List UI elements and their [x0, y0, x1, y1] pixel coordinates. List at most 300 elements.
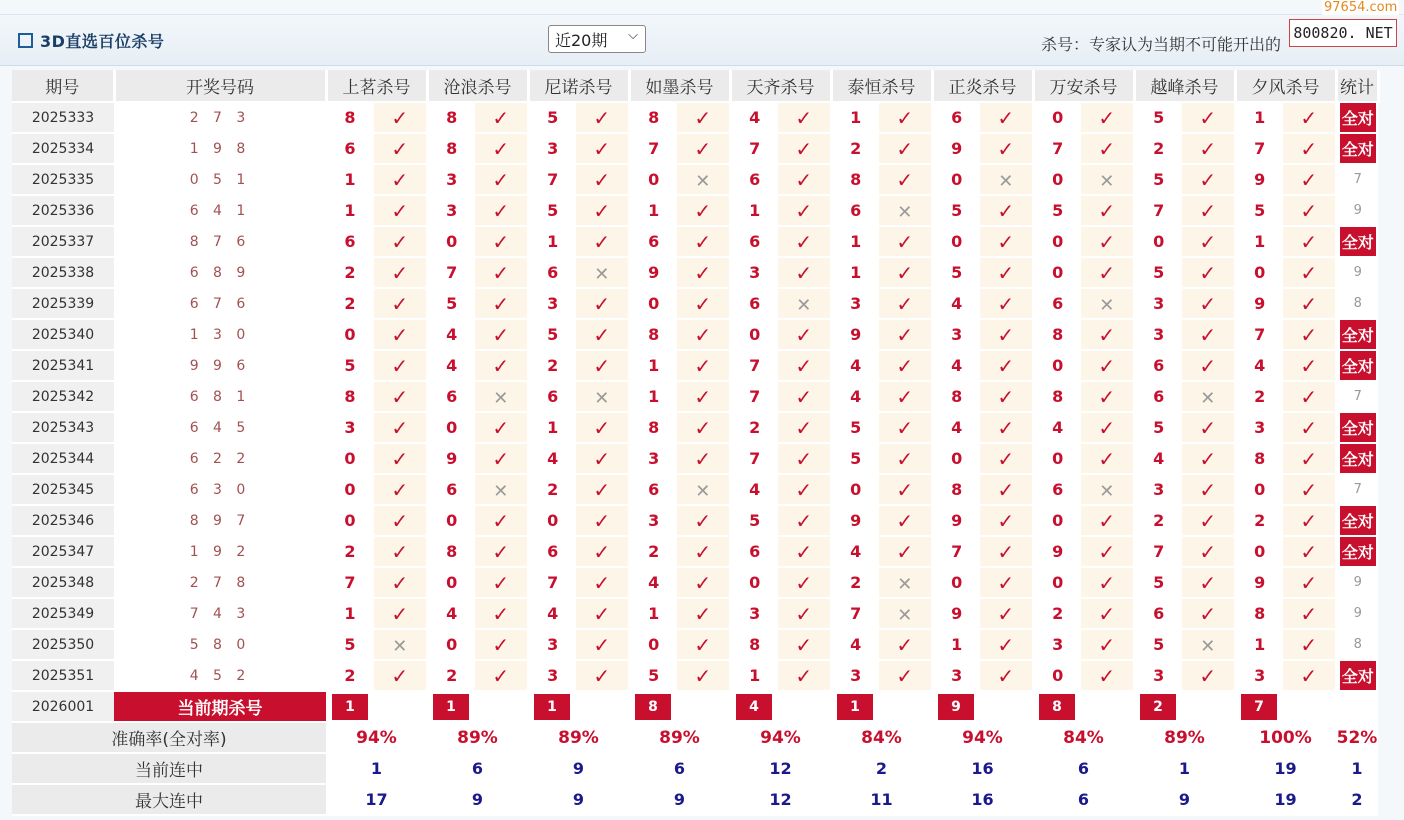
- kill-number-cell: 0: [1033, 164, 1081, 195]
- chevron-down-icon: ⌵: [628, 28, 638, 43]
- table-row: [12, 133, 1378, 164]
- check-icon: ✓: [593, 322, 611, 347]
- kill-number-cell: 1: [326, 195, 374, 226]
- result-mark-cell: [475, 133, 528, 164]
- kill-number-cell: 5: [528, 195, 576, 226]
- kill-number-cell: 9: [629, 257, 677, 288]
- kill-number-cell: 6: [629, 226, 677, 257]
- result-mark-cell: [980, 443, 1033, 474]
- summary-value: 9: [427, 784, 528, 815]
- draw-number-cell: 6 7 6: [114, 288, 326, 319]
- kill-number-cell: 1: [932, 629, 980, 660]
- stat-cell: [1336, 319, 1378, 350]
- summary-value: 84%: [831, 722, 932, 753]
- kill-number-cell: 5: [1134, 629, 1182, 660]
- check-icon: ✓: [1199, 105, 1217, 130]
- kill-number-cell: 2: [1134, 505, 1182, 536]
- check-icon: ✓: [492, 539, 510, 564]
- check-icon: ✓: [1098, 198, 1116, 223]
- kill-number-cell: 7: [730, 443, 778, 474]
- check-icon: ✓: [795, 415, 813, 440]
- kill-number-cell: 5: [427, 288, 475, 319]
- kill-number-cell: 1: [730, 195, 778, 226]
- result-mark-cell: [677, 567, 730, 598]
- summary-value: 6: [629, 753, 730, 784]
- result-mark-cell: [1182, 474, 1235, 505]
- current-kill-number: 8: [1039, 694, 1075, 720]
- kill-number-cell: 0: [1033, 350, 1081, 381]
- kill-number-cell: 3: [528, 629, 576, 660]
- result-mark-cell: [1081, 660, 1134, 691]
- result-mark-cell: [980, 474, 1033, 505]
- check-icon: ✓: [391, 477, 409, 502]
- result-mark-cell: [576, 443, 629, 474]
- result-mark-cell: [1182, 536, 1235, 567]
- result-mark-cell: [879, 288, 932, 319]
- result-mark-cell: [677, 257, 730, 288]
- result-mark-cell: [980, 133, 1033, 164]
- summary-value: 89%: [427, 722, 528, 753]
- result-mark-cell: [879, 598, 932, 629]
- result-mark-cell: [576, 629, 629, 660]
- check-icon: ✓: [795, 477, 813, 502]
- check-icon: ✓: [795, 167, 813, 192]
- cross-icon: ✕: [897, 573, 913, 595]
- stat-cell: [1336, 412, 1378, 443]
- issue-cell: 2025337: [12, 226, 114, 257]
- result-mark-cell: [879, 474, 932, 505]
- check-icon: ✓: [896, 353, 914, 378]
- check-icon: ✓: [1300, 508, 1318, 533]
- kill-number-cell: 2: [427, 660, 475, 691]
- check-icon: ✓: [391, 415, 409, 440]
- result-mark-cell: [879, 102, 932, 133]
- cross-icon: ✕: [1099, 480, 1115, 502]
- result-mark-cell: [1081, 319, 1134, 350]
- result-mark-cell: [374, 195, 427, 226]
- check-icon: ✓: [1199, 446, 1217, 471]
- accuracy-row: [12, 722, 1378, 753]
- result-mark-cell: [1283, 319, 1336, 350]
- check-icon: ✓: [391, 105, 409, 130]
- kill-table: [12, 70, 1380, 816]
- issue-cell: 2025347: [12, 536, 114, 567]
- stat-count: 9: [1353, 203, 1362, 218]
- result-mark-cell: [677, 350, 730, 381]
- table-row: [12, 505, 1378, 536]
- all-correct-badge: 全对: [1340, 351, 1376, 380]
- check-icon: ✓: [997, 229, 1015, 254]
- kill-number-cell: 7: [528, 164, 576, 195]
- result-mark-cell: [778, 350, 831, 381]
- kill-number-cell: 0: [1033, 567, 1081, 598]
- check-icon: ✓: [795, 384, 813, 409]
- check-icon: ✓: [391, 446, 409, 471]
- result-mark-cell: [1182, 443, 1235, 474]
- table-row: [12, 195, 1378, 226]
- issue-cell: 2025344: [12, 443, 114, 474]
- kill-number-cell: 0: [1134, 226, 1182, 257]
- kill-number-cell: 0: [629, 288, 677, 319]
- current-kill-number: 1: [433, 694, 469, 720]
- summary-value: 6: [1033, 753, 1134, 784]
- result-mark-cell: [778, 660, 831, 691]
- check-icon: ✓: [694, 291, 712, 316]
- result-mark-cell: [1182, 350, 1235, 381]
- check-icon: ✓: [997, 322, 1015, 347]
- stat-cell: [1336, 195, 1378, 226]
- cross-icon: ✕: [897, 604, 913, 626]
- draw-number-cell: 9 9 6: [114, 350, 326, 381]
- draw-number-cell: 2 7 3: [114, 102, 326, 133]
- table-row: [12, 443, 1378, 474]
- kill-number-cell: 7: [1235, 319, 1283, 350]
- result-mark-cell: [374, 567, 427, 598]
- check-icon: ✓: [694, 198, 712, 223]
- result-mark-cell: [778, 567, 831, 598]
- check-icon: ✓: [1300, 477, 1318, 502]
- check-icon: ✓: [694, 539, 712, 564]
- watermark-box: 800820. NET: [1289, 19, 1397, 47]
- stat-cell: [1336, 567, 1378, 598]
- check-icon: ✓: [391, 508, 409, 533]
- check-icon: ✓: [694, 353, 712, 378]
- current-kill-cell: [326, 691, 374, 722]
- check-icon: ✓: [896, 508, 914, 533]
- result-mark-cell: [980, 164, 1033, 195]
- issue-cell: 2026001: [12, 691, 114, 722]
- result-mark-cell: [576, 195, 629, 226]
- table-row: [12, 567, 1378, 598]
- check-icon: ✓: [997, 539, 1015, 564]
- kill-number-cell: 7: [730, 133, 778, 164]
- stat-count: 9: [1353, 575, 1362, 590]
- check-icon: ✓: [1098, 539, 1116, 564]
- result-mark-cell: [1081, 567, 1134, 598]
- check-icon: ✓: [694, 508, 712, 533]
- kill-number-cell: 4: [528, 598, 576, 629]
- result-mark-cell: [1081, 412, 1134, 443]
- result-mark-cell: [1081, 195, 1134, 226]
- result-mark-cell: [1283, 660, 1336, 691]
- result-mark-cell: [778, 412, 831, 443]
- kill-number-cell: 3: [730, 598, 778, 629]
- result-mark-cell: [374, 133, 427, 164]
- check-icon: ✓: [795, 260, 813, 285]
- kill-number-cell: 4: [1134, 443, 1182, 474]
- stat-count: 8: [1353, 637, 1362, 652]
- result-mark-cell: [778, 536, 831, 567]
- result-mark-cell: [980, 195, 1033, 226]
- table-row: [12, 319, 1378, 350]
- kill-number-cell: 1: [831, 226, 879, 257]
- stat-cell: [1336, 629, 1378, 660]
- kill-number-cell: 1: [528, 226, 576, 257]
- check-icon: ✓: [896, 663, 914, 688]
- kill-number-cell: 7: [1033, 133, 1081, 164]
- result-mark-cell: [677, 133, 730, 164]
- result-mark-cell: [1182, 660, 1235, 691]
- check-icon: ✓: [896, 229, 914, 254]
- check-icon: ✓: [1098, 322, 1116, 347]
- cross-icon: ✕: [695, 170, 711, 192]
- current-kill-number: 1: [837, 694, 873, 720]
- draw-number-cell: 6 4 5: [114, 412, 326, 443]
- result-mark-cell: [778, 598, 831, 629]
- check-icon: ✓: [694, 322, 712, 347]
- result-mark-cell: [879, 133, 932, 164]
- summary-value: 12: [730, 753, 831, 784]
- check-icon: ✓: [492, 136, 510, 161]
- kill-number-cell: 8: [326, 102, 374, 133]
- all-correct-badge: 全对: [1340, 537, 1376, 566]
- kill-number-cell: 5: [326, 350, 374, 381]
- issue-cell: 2025349: [12, 598, 114, 629]
- result-mark-cell: [677, 629, 730, 660]
- check-icon: ✓: [1300, 384, 1318, 409]
- cross-icon: ✕: [1200, 635, 1216, 657]
- result-mark-cell: [1081, 133, 1134, 164]
- kill-number-cell: 0: [932, 567, 980, 598]
- kill-number-cell: 9: [932, 598, 980, 629]
- kill-number-cell: 0: [427, 505, 475, 536]
- issue-cell: 2025346: [12, 505, 114, 536]
- check-icon: ✓: [492, 198, 510, 223]
- result-mark-cell: [980, 319, 1033, 350]
- kill-number-cell: 8: [1235, 598, 1283, 629]
- table-row: [12, 288, 1378, 319]
- result-mark-cell: [879, 257, 932, 288]
- check-icon: ✓: [795, 136, 813, 161]
- result-mark-cell: [677, 598, 730, 629]
- cross-icon: ✕: [998, 170, 1014, 192]
- kill-number-cell: 0: [326, 505, 374, 536]
- kill-number-cell: 8: [326, 381, 374, 412]
- check-icon: ✓: [1300, 353, 1318, 378]
- result-mark-cell: [778, 629, 831, 660]
- current-kill-blank: [374, 691, 427, 722]
- summary-value: 9: [528, 753, 629, 784]
- current-kill-number: 1: [332, 694, 368, 720]
- kill-number-cell: 4: [831, 629, 879, 660]
- cross-icon: ✕: [796, 294, 812, 316]
- result-mark-cell: [677, 443, 730, 474]
- kill-number-cell: 2: [326, 660, 374, 691]
- summary-value: 94%: [932, 722, 1033, 753]
- summary-value: 1: [326, 753, 427, 784]
- kill-number-cell: 0: [326, 319, 374, 350]
- stat-cell: [1336, 257, 1378, 288]
- result-mark-cell: [576, 505, 629, 536]
- check-icon: ✓: [1199, 260, 1217, 285]
- kill-number-cell: 8: [831, 164, 879, 195]
- result-mark-cell: [879, 164, 932, 195]
- kill-number-cell: 4: [932, 412, 980, 443]
- check-icon: ✓: [593, 167, 611, 192]
- result-mark-cell: [778, 319, 831, 350]
- result-mark-cell: [677, 660, 730, 691]
- current-kill-row: [12, 691, 1378, 722]
- kill-note: 杀号：专家认为当期不可能开出的: [1041, 35, 1282, 54]
- result-mark-cell: [1182, 226, 1235, 257]
- kill-number-cell: 6: [326, 133, 374, 164]
- kill-number-cell: 4: [831, 381, 879, 412]
- check-icon: ✓: [1098, 446, 1116, 471]
- check-icon: ✓: [1300, 601, 1318, 626]
- check-icon: ✓: [997, 601, 1015, 626]
- check-icon: ✓: [694, 260, 712, 285]
- check-icon: ✓: [391, 353, 409, 378]
- result-mark-cell: [374, 381, 427, 412]
- check-icon: ✓: [896, 322, 914, 347]
- current-kill-label: 当前期杀号: [114, 691, 326, 722]
- result-mark-cell: [576, 660, 629, 691]
- result-mark-cell: [576, 567, 629, 598]
- kill-number-cell: 7: [326, 567, 374, 598]
- check-icon: ✓: [492, 260, 510, 285]
- table-row: [12, 660, 1378, 691]
- kill-number-cell: 4: [1235, 350, 1283, 381]
- stat-cell: [1336, 443, 1378, 474]
- check-icon: ✓: [492, 291, 510, 316]
- result-mark-cell: [1182, 164, 1235, 195]
- check-icon: ✓: [391, 167, 409, 192]
- header-bar: [0, 14, 1404, 66]
- kill-number-cell: 0: [427, 412, 475, 443]
- check-icon: ✓: [997, 353, 1015, 378]
- kill-number-cell: 6: [427, 474, 475, 505]
- check-icon: ✓: [593, 105, 611, 130]
- kill-number-cell: 0: [730, 319, 778, 350]
- kill-number-cell: 5: [1033, 195, 1081, 226]
- result-mark-cell: [980, 288, 1033, 319]
- summary-value: 89%: [629, 722, 730, 753]
- kill-number-cell: 0: [1033, 226, 1081, 257]
- current-kill-number: 1: [534, 694, 570, 720]
- result-mark-cell: [576, 133, 629, 164]
- check-icon: ✓: [593, 291, 611, 316]
- issue-cell: 2025348: [12, 567, 114, 598]
- current-kill-blank: [980, 691, 1033, 722]
- kill-number-cell: 0: [629, 629, 677, 660]
- kill-number-cell: 0: [1033, 102, 1081, 133]
- kill-number-cell: 8: [1033, 381, 1081, 412]
- check-icon: ✓: [1199, 539, 1217, 564]
- summary-stat: 2: [1336, 784, 1378, 815]
- result-mark-cell: [677, 164, 730, 195]
- check-icon: ✓: [795, 229, 813, 254]
- check-icon: ✓: [694, 136, 712, 161]
- check-icon: ✓: [997, 477, 1015, 502]
- kill-number-cell: 1: [1235, 102, 1283, 133]
- issue-cell: 2025350: [12, 629, 114, 660]
- result-mark-cell: [374, 226, 427, 257]
- summary-value: 12: [730, 784, 831, 815]
- kill-number-cell: 1: [730, 660, 778, 691]
- summary-value: 6: [1033, 784, 1134, 815]
- result-mark-cell: [475, 257, 528, 288]
- check-icon: ✓: [896, 136, 914, 161]
- kill-number-cell: 6: [528, 257, 576, 288]
- draw-number-cell: 6 8 1: [114, 381, 326, 412]
- kill-number-cell: 3: [831, 288, 879, 319]
- col-header-expert: 万安杀号: [1033, 70, 1134, 102]
- kill-number-cell: 0: [427, 567, 475, 598]
- check-icon: ✓: [1098, 229, 1116, 254]
- kill-number-cell: 0: [629, 164, 677, 195]
- kill-number-cell: 2: [528, 474, 576, 505]
- result-mark-cell: [576, 288, 629, 319]
- period-select[interactable]: [548, 25, 646, 53]
- result-mark-cell: [1283, 598, 1336, 629]
- kill-number-cell: 2: [1235, 381, 1283, 412]
- kill-number-cell: 4: [831, 536, 879, 567]
- kill-number-cell: 3: [528, 660, 576, 691]
- result-mark-cell: [374, 164, 427, 195]
- kill-number-cell: 8: [629, 102, 677, 133]
- kill-number-cell: 0: [528, 505, 576, 536]
- check-icon: ✓: [1300, 570, 1318, 595]
- result-mark-cell: [374, 443, 427, 474]
- check-icon: ✓: [1300, 632, 1318, 657]
- kill-number-cell: 0: [1235, 474, 1283, 505]
- kill-number-cell: 5: [831, 443, 879, 474]
- issue-cell: 2025341: [12, 350, 114, 381]
- result-mark-cell: [879, 319, 932, 350]
- kill-number-cell: 0: [1033, 443, 1081, 474]
- check-icon: ✓: [1300, 663, 1318, 688]
- check-icon: ✓: [593, 570, 611, 595]
- all-correct-badge: 全对: [1340, 444, 1376, 473]
- result-mark-cell: [475, 102, 528, 133]
- kill-number-cell: 5: [1134, 567, 1182, 598]
- kill-number-cell: 1: [831, 257, 879, 288]
- draw-number-cell: 1 9 8: [114, 133, 326, 164]
- kill-number-cell: 8: [427, 536, 475, 567]
- col-header-expert: 上茗杀号: [326, 70, 427, 102]
- result-mark-cell: [1182, 567, 1235, 598]
- draw-number-cell: 0 5 1: [114, 164, 326, 195]
- check-icon: ✓: [391, 601, 409, 626]
- kill-number-cell: 4: [730, 474, 778, 505]
- current-kill-blank: [1283, 691, 1336, 722]
- result-mark-cell: [576, 164, 629, 195]
- check-icon: ✓: [492, 601, 510, 626]
- stat-count: 9: [1353, 606, 1362, 621]
- check-icon: ✓: [896, 260, 914, 285]
- kill-number-cell: 8: [1033, 319, 1081, 350]
- stat-cell: [1336, 350, 1378, 381]
- check-icon: ✓: [795, 663, 813, 688]
- current-kill-number: 9: [938, 694, 974, 720]
- kill-number-cell: 1: [326, 598, 374, 629]
- kill-number-cell: 8: [629, 319, 677, 350]
- check-icon: ✓: [1199, 508, 1217, 533]
- check-icon: ✓: [492, 229, 510, 254]
- kill-number-cell: 5: [1134, 164, 1182, 195]
- kill-number-cell: 2: [326, 536, 374, 567]
- result-mark-cell: [980, 536, 1033, 567]
- result-mark-cell: [1081, 536, 1134, 567]
- kill-number-cell: 2: [326, 257, 374, 288]
- summary-value: 89%: [1134, 722, 1235, 753]
- kill-number-cell: 3: [1235, 412, 1283, 443]
- check-icon: ✓: [896, 415, 914, 440]
- kill-number-cell: 4: [932, 288, 980, 319]
- check-icon: ✓: [1199, 229, 1217, 254]
- result-mark-cell: [475, 164, 528, 195]
- check-icon: ✓: [1098, 632, 1116, 657]
